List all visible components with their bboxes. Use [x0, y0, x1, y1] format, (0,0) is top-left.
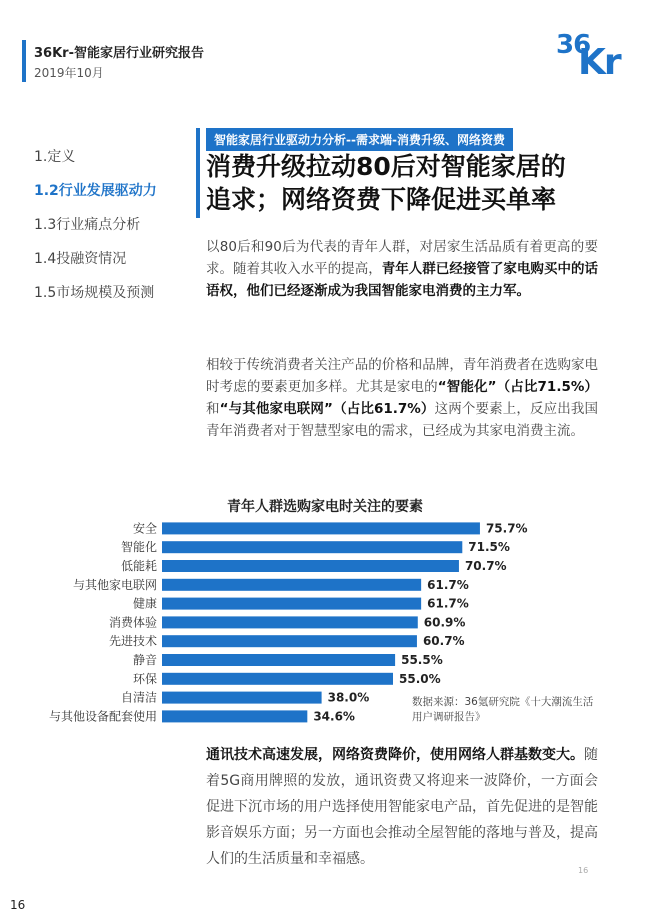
paragraph-2-text-a: 相较于传统消费者关注产品的价格和品牌，青年消费者在选购家电时考虑的要素更加多样。尤其是家电的 [206, 357, 598, 395]
page-number-faint: 16 [578, 866, 589, 875]
bar [162, 579, 421, 591]
section-headline [206, 150, 606, 216]
bar [162, 635, 417, 647]
paragraph-2-text-b: 和 [206, 401, 220, 417]
value-label: 60.7% [422, 634, 465, 649]
bar [162, 616, 418, 628]
bar [162, 541, 462, 553]
value-label: 71.5% [468, 540, 510, 555]
bar [162, 654, 395, 666]
bar [162, 673, 393, 685]
nav-item-pain-points[interactable]: 1.3行业痛点分析 [34, 217, 141, 233]
section-tagline: 智能家居行业驱动力分析--需求端-消费升级、网络资费 [206, 128, 513, 151]
36kr-logo [556, 30, 636, 82]
bar [162, 598, 421, 610]
nav-item-market-size[interactable]: 1.5市场规模及预测 [34, 285, 155, 301]
value-label: 75.7% [485, 521, 528, 536]
value-label: 61.7% [427, 577, 469, 592]
paragraph-2-bold-a: “智能化”（占比71.5%） [437, 379, 598, 395]
category-label: 静音 [132, 653, 157, 667]
paragraph-3 [206, 742, 598, 872]
paragraph-2 [206, 354, 598, 442]
logo-letters: Kr [578, 42, 620, 83]
category-label: 低能耗 [120, 559, 157, 573]
category-label: 先进技术 [108, 634, 157, 649]
paragraph-1-text: 以80后和90后为代表的青年人群，对居家生活品质有着更高的要求。随着其收入水平的提高， [206, 239, 598, 277]
bar [162, 522, 480, 534]
paragraph-2-bold-b: “与其他家电联网”（占比61.7%） [219, 401, 435, 417]
category-label: 健康 [132, 596, 157, 611]
value-label: 55.5% [401, 653, 443, 667]
value-label: 70.7% [464, 559, 507, 573]
category-label: 与其他设备配套使用 [48, 709, 157, 724]
paragraph-1 [206, 236, 598, 302]
category-label: 智能化 [120, 540, 157, 555]
report-title: 36Kr-智能家居行业研究报告 [34, 46, 204, 61]
bar [162, 692, 322, 704]
headline-line-2: 追求；网络资费下降促进买单率 [206, 185, 557, 214]
value-label: 61.7% [427, 596, 469, 611]
report-date: 2019年10月 [34, 66, 104, 80]
value-label: 55.0% [399, 671, 441, 686]
page-number: 16 [10, 898, 26, 912]
value-label: 38.0% [327, 690, 370, 705]
chart-title: 青年人群选购家电时关注的要素 [227, 499, 423, 515]
paragraph-2-text-c: 这两个要素上，反应出我国青年消费者对于智慧型家电的需求，已经成为其家电消费主流。 [206, 401, 599, 439]
category-label: 安全 [132, 521, 157, 536]
value-label: 34.6% [313, 709, 355, 724]
bar [162, 710, 307, 722]
nav-item-drivers[interactable]: 1.2行业发展驱动力 [34, 183, 157, 199]
bar [162, 560, 459, 572]
headline-line-1: 消费升级拉动80后对智能家居的 [206, 152, 566, 181]
category-label: 与其他家电联网 [72, 577, 157, 592]
paragraph-3-bold: 通讯技术高速发展，网络资费降价，使用网络人群基数变大。 [206, 747, 584, 763]
nav-item-investment[interactable]: 1.4投融资情况 [34, 251, 127, 267]
value-label: 60.9% [423, 615, 466, 630]
category-label: 消费体验 [108, 615, 157, 630]
section-accent-bar [196, 128, 200, 218]
nav-item-definition[interactable]: 1.定义 [34, 149, 76, 165]
paragraph-3-text: 随着5G商用牌照的发放，通讯资费又将迎来一波降价，一方面会促进下沉市场的用户选择使用智能家电产品，首先促进的是智能影音娱乐方面；另一方面也会推动全屋智能的落地与普及，提高人们的生活质量和幸福感。 [206, 747, 598, 867]
paragraph-1-bold: 青年人群已经接管了家电购买中的话语权，他们已经逐渐成为我国智能家电消费的主力军。 [206, 261, 599, 299]
header-accent-bar [22, 40, 26, 82]
data-source: 数据来源：36氪研究院《十大潮流生活用户调研报告》 [412, 696, 594, 723]
category-label: 自清洁 [120, 690, 157, 705]
logo-number: 36 [556, 30, 591, 60]
category-label: 环保 [132, 671, 157, 686]
